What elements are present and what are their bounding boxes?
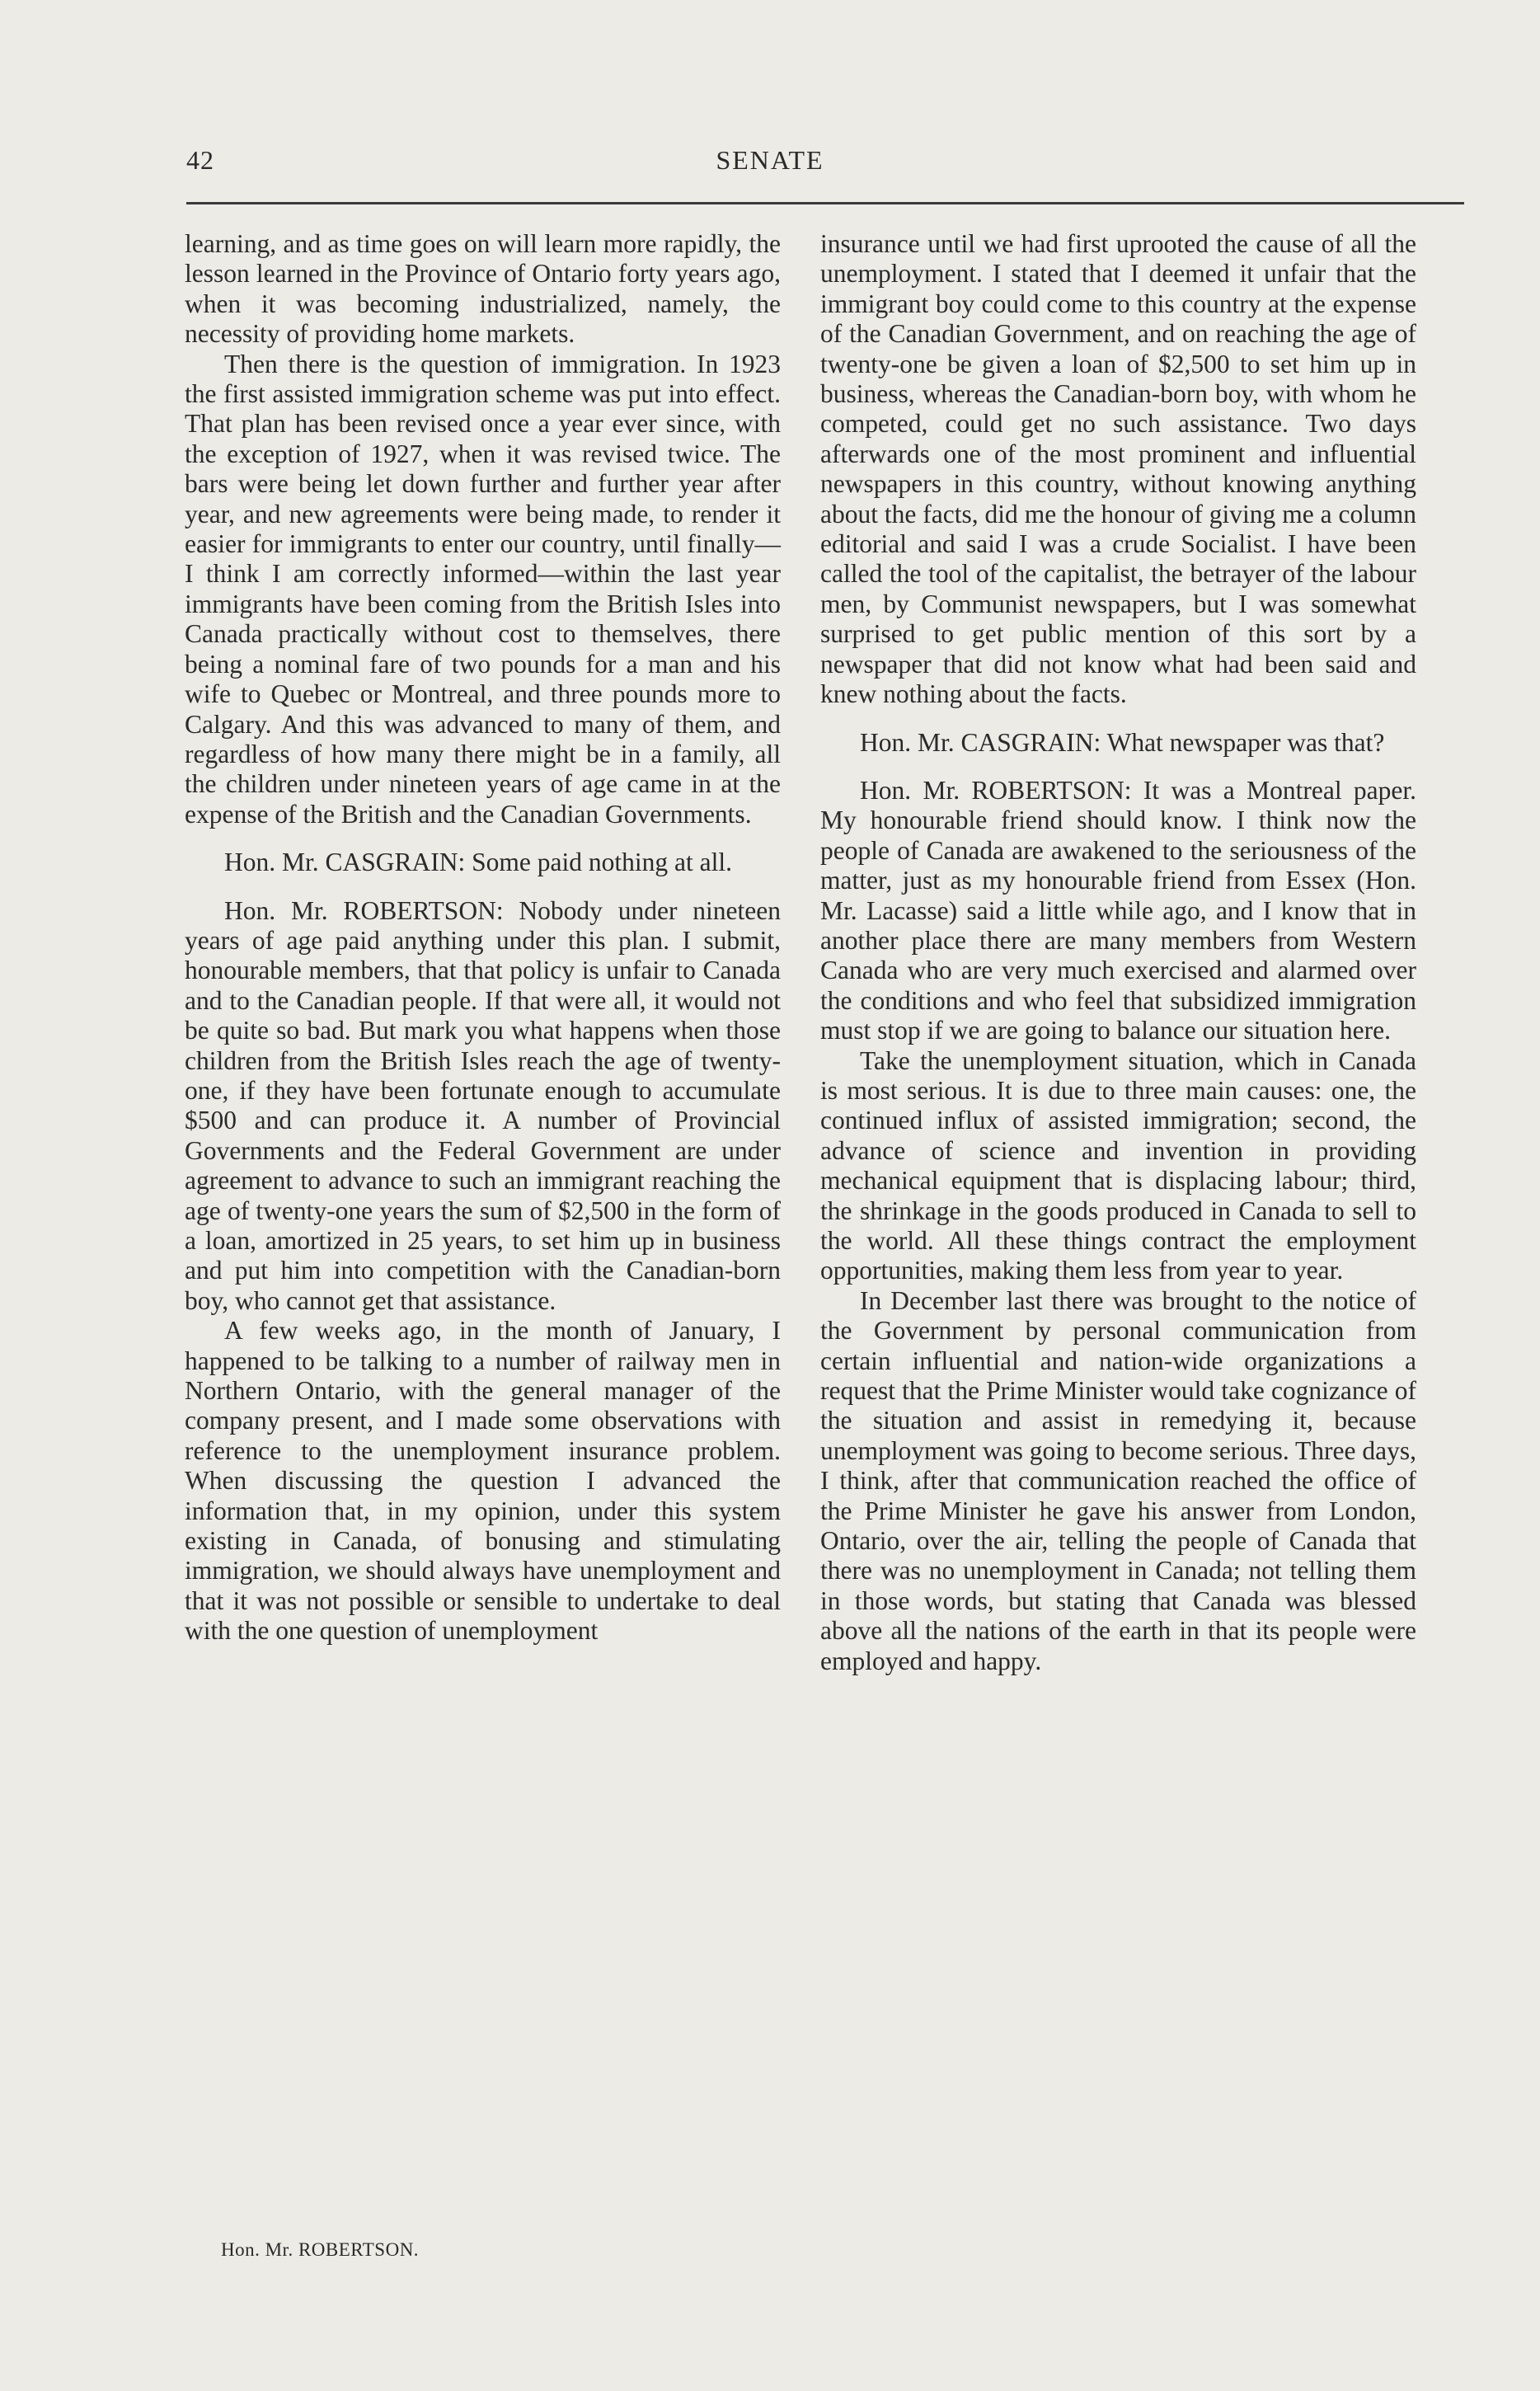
paragraph: Hon. Mr. CASGRAIN: What newspaper was that?: [860, 727, 1385, 757]
paragraph: Hon. Mr. ROBERTSON: Nobody under nineteen years of age paid anything under this plan. I submit, honourable members, that that policy is unfair to Canada and to the Canadian people. If that were all, it would not be quite so bad. But mark you what happens when those children from the British Isles reach the age of twenty-one, if they have been fortunate enough to accumulate $500 and can produce it. A number of Provincial Governments and the Federal Government are under agreement to advance to such an immigrant reaching the age of twenty-one years the sum of $2,500 in the form of a loan, amortized in 25 years, to set him up in business and put him into competition with the Canadian-born boy, who cannot get that assistance.: [185, 895, 781, 1315]
paragraph: Then there is the question of immigration. In 1923 the first assisted immigration scheme was put into effect. That plan has been revised once a year ever since, with the exception of 1927, when it was revised twice. The bars were being let down further and further year after year, and new agreements were being made, to render it easier for immigrants to enter our country, until finally—I think I am correctly informed—within the last year immigrants have been coming from the British Isles into Canada practically without cost to themselves, there being a nominal fare of two pounds for a man and his wife to Quebec or Montreal, and three pounds more to Calgary. And this was advanced to many of them, and regardless of how many there might be in a family, all the children under nineteen years of age came in at the expense of the British and the Canadian Governments.: [185, 349, 781, 829]
running-head-title: SENATE: [716, 145, 824, 175]
paragraph: Hon. Mr. CASGRAIN: Some paid nothing at all.: [224, 848, 732, 877]
paragraph: A few weeks ago, in the month of January, I happened to be talking to a number of railway men in Northern Ontario, with the general manager of the company present, and I made some observations with reference to the unemployment insurance problem. When discussing the question I advanced the information that, in my opinion, under this system existing in Canada, of bonusing and stimulating immigration, we should always have unemployment and that it was not possible or sensible to undertake to deal with the one question of unemployment: [185, 1316, 781, 1646]
header-rule: [186, 202, 1464, 204]
footer-speaker: Hon. Mr. ROBERTSON.: [221, 2239, 420, 2260]
paragraph: Hon. Mr. ROBERTSON: It was a Montreal paper. My honourable friend should know. I think now the people of Canada are awakened to the seriousness of the matter, just as my honourable friend from Essex (Hon. Mr. Lacasse) said a little while ago, and I know that in another place there are many members from Western Canada who are very much exercised and alarmed over the conditions and who feel that subsidized immigration must stop if we are going to balance our situation here.: [820, 775, 1416, 1045]
paragraph: insurance until we had first uprooted the cause of all the unemployment. I stated that I deemed it unfair that the immigrant boy could come to this country at the expense of the Canadian Government, and on reaching the age of twenty-one be given a loan of $2,500 to set him up in business, whereas the Canadian-born boy, with whom he competed, could get no such assistance. Two days afterwards one of the most prominent and influential newspapers in this country, without knowing anything about the facts, did me the honour of giving me a column editorial and said I was a crude Socialist. I have been called the tool of the capitalist, the betrayer of the labour men, by Communist newspapers, but I was somewhat surprised to get public mention of this sort by a newspaper that did not know what had been said and knew nothing about the facts.: [820, 229, 1416, 709]
page-number: 42: [186, 145, 214, 175]
paragraph: Take the unemployment situation, which in Canada is most serious. It is due to three main causes: one, the continued influx of assisted immigration; second, the advance of science and invention in providing mechanical equipment that is displacing labour; third, the shrinkage in the goods produced in Canada to sell to the world. All these things contract the employment opportunities, making them less from year to year.: [820, 1045, 1416, 1285]
paragraph: learning, and as time goes on will learn more rapidly, the lesson learned in the Province of Ontario forty years ago, when it was becoming industrialized, namely, the necessity of providing home markets.: [185, 229, 781, 349]
left-column: [185, 229, 781, 1646]
paragraph: In December last there was brought to the notice of the Government by personal communication from certain influential and nation-wide organizations a request that the Prime Minister would take cognizance of the situation and assist in remedying it, because unemployment was going to become serious. Three days, I think, after that communication reached the office of the Prime Minister he gave his answer from London, Ontario, over the air, telling the people of Canada that there was no unemployment in Canada; not telling them in those words, but stating that Canada was blessed above all the nations of the earth in that its people were employed and happy.: [820, 1285, 1416, 1675]
right-column: [820, 229, 1416, 1676]
